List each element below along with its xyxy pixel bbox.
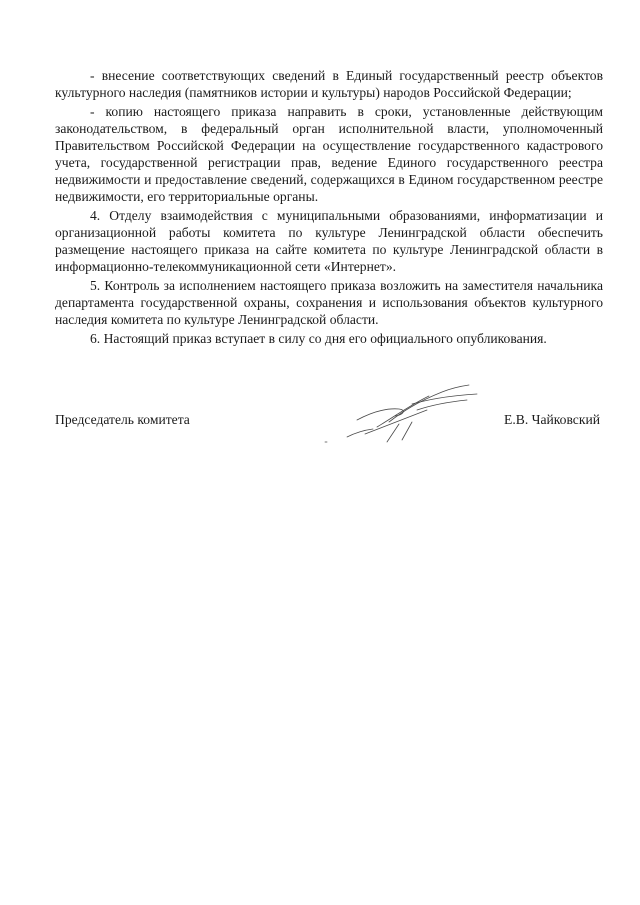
signature-block (55, 412, 600, 472)
document-body (55, 67, 603, 349)
signatory-title: Председатель комитета (55, 412, 190, 427)
paragraph-item-5: 5. Контроль за исполнением настоящего приказа возложить на заместителя начальника департамента государственной охраны, сохранения и использования объектов культурного наследия комитета по культуре Ленинградской области. (55, 278, 603, 327)
paragraph-item-6: 6. Настоящий приказ вступает в силу со дня его официального опубликования. (90, 331, 547, 346)
paragraph-copy-order: - копию настоящего приказа направить в сроки, установленные действующим законодательством, в федеральный орган исполнительной власти, уполномоченный Правительством Российской Федерации на осуществление государственного кадастрового учета, государственной регистрации прав, ведение Единого государственного реестра недвижимости и предоставление сведений, содержащихся в Едином государственном реестре недвижимости, его территориальные органы. (55, 104, 603, 204)
paragraph-registry-entry: - внесение соответствующих сведений в Единый государственный реестр объектов культурного наследия (памятников истории и культуры) народов Российской Федерации; (55, 68, 603, 100)
paragraph-item-4: 4. Отделу взаимодействия с муниципальными образованиями, информатизации и организационной работы комитета по культуре Ленинградской области обеспечить размещение настоящего приказа на сайте комитета по культуре Ленинградской области в информационно-телекоммуникационной сети «Интернет». (55, 208, 603, 274)
signatory-name: Е.В. Чайковский (504, 412, 600, 427)
handwritten-signature (317, 382, 487, 462)
